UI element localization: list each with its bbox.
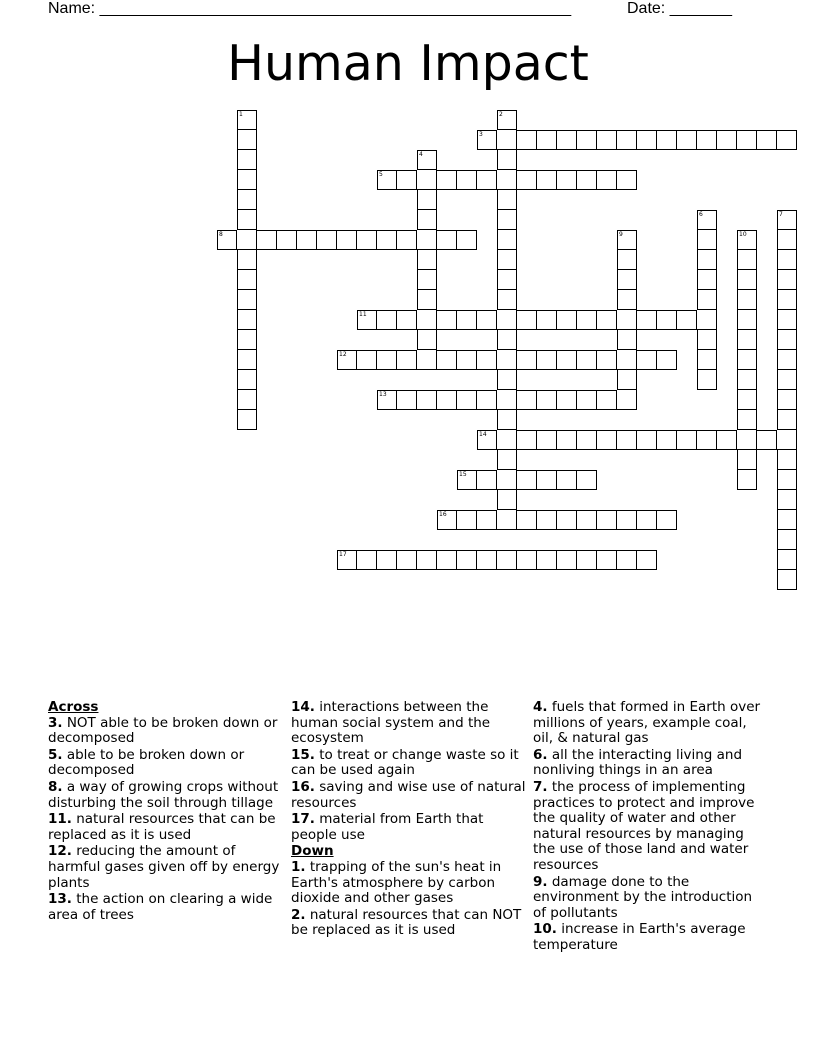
grid-cell[interactable] xyxy=(337,550,357,570)
grid-cell[interactable] xyxy=(477,130,497,150)
clue-number: 14 xyxy=(479,431,487,438)
grid-cell[interactable] xyxy=(557,310,577,330)
clue-down-2: 2. natural resources that can NOT be replaced as it is used xyxy=(291,906,522,939)
clues-column-2 xyxy=(291,700,527,940)
grid-cell[interactable] xyxy=(777,550,797,570)
grid-cell[interactable] xyxy=(357,350,377,370)
clue-across-16: 16. saving and wise use of natural resources xyxy=(291,778,526,811)
clue-number: 5 xyxy=(379,171,383,178)
grid-cell[interactable] xyxy=(617,170,637,190)
grid-cell[interactable] xyxy=(737,290,757,310)
grid-cell[interactable] xyxy=(437,230,457,250)
clue-across-3: 3. NOT able to be broken down or decomposed xyxy=(48,714,278,747)
grid-cell[interactable] xyxy=(377,230,397,250)
grid-cell[interactable] xyxy=(737,470,757,490)
grid-cell[interactable] xyxy=(397,350,417,370)
grid-cell[interactable] xyxy=(597,310,617,330)
clue-number: 16 xyxy=(439,511,447,518)
grid-cell[interactable] xyxy=(337,350,357,370)
grid-cell[interactable] xyxy=(617,550,637,570)
grid-cell[interactable] xyxy=(617,130,637,150)
grid-cell[interactable] xyxy=(397,170,417,190)
grid-cell[interactable] xyxy=(737,130,757,150)
grid-cell[interactable] xyxy=(617,230,637,250)
clue-down-4: 4. fuels that formed in Earth over millions of years, example coal, oil, & natural gas xyxy=(533,699,761,747)
grid-cell[interactable] xyxy=(577,350,597,370)
clue-across-13: 13. the action on clearing a wide area of trees xyxy=(48,891,273,923)
clue-number: 3 xyxy=(479,131,483,138)
grid-cell[interactable] xyxy=(377,390,397,410)
grid-cell[interactable] xyxy=(577,470,597,490)
clue-down-6: 6. all the interacting living and nonliving things in an area xyxy=(533,746,743,779)
grid-cell[interactable] xyxy=(777,570,797,590)
grid-cell[interactable] xyxy=(497,190,517,210)
grid-cell[interactable] xyxy=(477,550,497,570)
grid-cell[interactable] xyxy=(457,170,477,190)
grid-cell[interactable] xyxy=(537,550,557,570)
grid-cell[interactable] xyxy=(237,290,257,310)
grid-cell[interactable] xyxy=(357,230,377,250)
grid-cell[interactable] xyxy=(677,130,697,150)
grid-cell[interactable] xyxy=(737,430,757,450)
across-heading: Across xyxy=(48,699,99,715)
clue-number: 15 xyxy=(459,471,467,478)
grid-cell[interactable] xyxy=(777,230,797,250)
grid-cell[interactable] xyxy=(777,470,797,490)
clue-number: 7 xyxy=(779,211,783,218)
grid-cell[interactable] xyxy=(417,170,437,190)
grid-cell[interactable] xyxy=(497,510,517,530)
clue-number: 4 xyxy=(419,151,423,158)
grid-cell[interactable] xyxy=(737,250,757,270)
grid-cell[interactable] xyxy=(697,270,717,290)
grid-cell[interactable] xyxy=(497,470,517,490)
clue-number: 2 xyxy=(499,111,503,118)
grid-cell[interactable] xyxy=(397,310,417,330)
grid-cell[interactable] xyxy=(237,370,257,390)
grid-cell[interactable] xyxy=(457,310,477,330)
clue-across-12: 12. reducing the amount of harmful gases given off by energy plants xyxy=(48,843,280,891)
grid-cell[interactable] xyxy=(417,250,437,270)
grid-cell[interactable] xyxy=(777,490,797,510)
grid-cell[interactable] xyxy=(497,350,517,370)
clue-number: 13 xyxy=(379,391,387,398)
grid-cell[interactable] xyxy=(597,390,617,410)
grid-cell[interactable] xyxy=(737,270,757,290)
grid-cell[interactable] xyxy=(517,310,537,330)
grid-cell[interactable] xyxy=(697,430,717,450)
grid-cell[interactable] xyxy=(637,310,657,330)
grid-cell[interactable] xyxy=(777,370,797,390)
grid-cell[interactable] xyxy=(577,170,597,190)
grid-cell[interactable] xyxy=(417,190,437,210)
grid-cell[interactable] xyxy=(757,130,777,150)
grid-cell[interactable] xyxy=(617,430,637,450)
grid-cell[interactable] xyxy=(657,310,677,330)
grid-cell[interactable] xyxy=(537,130,557,150)
grid-cell[interactable] xyxy=(557,470,577,490)
grid-cell[interactable] xyxy=(697,370,717,390)
grid-cell[interactable] xyxy=(257,230,277,250)
clue-number: 11 xyxy=(359,311,367,318)
grid-cell[interactable] xyxy=(717,430,737,450)
grid-cell[interactable] xyxy=(237,230,257,250)
clue-down-9: 9. damage done to the environment by the introduction of pollutants xyxy=(533,873,753,921)
grid-cell[interactable] xyxy=(577,130,597,150)
grid-cell[interactable] xyxy=(637,350,657,370)
clue-down-1: 1. trapping of the sun's heat in Earth's atmosphere by carbon dioxide and other gases xyxy=(291,858,502,907)
grid-cell[interactable] xyxy=(637,130,657,150)
grid-cell[interactable] xyxy=(537,430,557,450)
grid-cell[interactable] xyxy=(417,290,437,310)
clue-down-10: 10. increase in Earth's average temperature xyxy=(533,921,746,953)
grid-cell[interactable] xyxy=(737,350,757,370)
grid-cell[interactable] xyxy=(437,310,457,330)
clue-across-17: 17. material from Earth that people use xyxy=(291,811,484,843)
grid-cell[interactable] xyxy=(737,230,757,250)
grid-cell[interactable] xyxy=(477,350,497,370)
grid-cell[interactable] xyxy=(217,230,237,250)
grid-cell[interactable] xyxy=(557,350,577,370)
grid-cell[interactable] xyxy=(497,310,517,330)
grid-cell[interactable] xyxy=(557,510,577,530)
grid-cell[interactable] xyxy=(377,350,397,370)
grid-cell[interactable] xyxy=(597,130,617,150)
grid-cell[interactable] xyxy=(657,350,677,370)
grid-cell[interactable] xyxy=(617,310,637,330)
grid-cell[interactable] xyxy=(237,390,257,410)
grid-cell[interactable] xyxy=(777,210,797,230)
grid-cell[interactable] xyxy=(497,410,517,430)
grid-cell[interactable] xyxy=(617,330,637,350)
name-field[interactable]: Name: _____________________________________________________ xyxy=(48,0,572,17)
grid-cell[interactable] xyxy=(517,550,537,570)
grid-cell[interactable] xyxy=(577,310,597,330)
grid-cell[interactable] xyxy=(617,390,637,410)
grid-cell[interactable] xyxy=(777,290,797,310)
grid-cell[interactable] xyxy=(697,250,717,270)
grid-cell[interactable] xyxy=(417,350,437,370)
grid-cell[interactable] xyxy=(737,450,757,470)
grid-cell[interactable] xyxy=(777,250,797,270)
clue-across-8: 8. a way of growing crops without disturbing the soil through tillage xyxy=(48,778,279,811)
grid-cell[interactable] xyxy=(697,310,717,330)
grid-cell[interactable] xyxy=(737,390,757,410)
grid-cell[interactable] xyxy=(237,210,257,230)
grid-cell[interactable] xyxy=(777,330,797,350)
grid-cell[interactable] xyxy=(577,550,597,570)
grid-cell[interactable] xyxy=(517,430,537,450)
grid-cell[interactable] xyxy=(697,210,717,230)
grid-cell[interactable] xyxy=(777,510,797,530)
grid-cell[interactable] xyxy=(617,290,637,310)
grid-cell[interactable] xyxy=(417,310,437,330)
clue-across-15: 15. to treat or change waste so it can be used again xyxy=(291,746,519,779)
clues-column-3 xyxy=(533,700,769,955)
grid-cell[interactable] xyxy=(617,250,637,270)
grid-cell[interactable] xyxy=(417,550,437,570)
grid-cell[interactable] xyxy=(237,330,257,350)
grid-cell[interactable] xyxy=(457,550,477,570)
grid-cell[interactable] xyxy=(497,150,517,170)
grid-cell[interactable] xyxy=(577,510,597,530)
grid-cell[interactable] xyxy=(237,110,257,130)
grid-cell[interactable] xyxy=(537,470,557,490)
grid-cell[interactable] xyxy=(457,230,477,250)
page-title: Human Impact xyxy=(227,35,589,92)
grid-cell[interactable] xyxy=(777,310,797,330)
grid-cell[interactable] xyxy=(637,550,657,570)
grid-cell[interactable] xyxy=(237,410,257,430)
grid-cell[interactable] xyxy=(657,130,677,150)
grid-cell[interactable] xyxy=(737,370,757,390)
grid-cell[interactable] xyxy=(597,550,617,570)
date-field[interactable]: Date: _______ xyxy=(627,0,732,17)
grid-cell[interactable] xyxy=(577,430,597,450)
grid-cell[interactable] xyxy=(497,230,517,250)
grid-cell[interactable] xyxy=(777,450,797,470)
grid-cell[interactable] xyxy=(477,510,497,530)
grid-cell[interactable] xyxy=(777,430,797,450)
grid-cell[interactable] xyxy=(657,510,677,530)
grid-cell[interactable] xyxy=(437,550,457,570)
grid-cell[interactable] xyxy=(497,290,517,310)
grid-cell[interactable] xyxy=(417,270,437,290)
grid-cell[interactable] xyxy=(457,510,477,530)
grid-cell[interactable] xyxy=(417,390,437,410)
grid-cell[interactable] xyxy=(537,350,557,370)
grid-cell[interactable] xyxy=(497,270,517,290)
grid-cell[interactable] xyxy=(237,190,257,210)
grid-cell[interactable] xyxy=(517,130,537,150)
grid-cell[interactable] xyxy=(737,310,757,330)
grid-cell[interactable] xyxy=(537,510,557,530)
grid-cell[interactable] xyxy=(497,450,517,470)
grid-cell[interactable] xyxy=(497,130,517,150)
clue-number: 12 xyxy=(339,351,347,358)
grid-cell[interactable] xyxy=(517,170,537,190)
grid-cell[interactable] xyxy=(597,350,617,370)
grid-cell[interactable] xyxy=(757,430,777,450)
grid-cell[interactable] xyxy=(777,530,797,550)
grid-cell[interactable] xyxy=(477,470,497,490)
grid-cell[interactable] xyxy=(477,170,497,190)
grid-cell[interactable] xyxy=(777,130,797,150)
clue-across-14: 14. interactions between the human social system and the ecosystem xyxy=(291,699,491,747)
grid-cell[interactable] xyxy=(597,510,617,530)
clue-number: 8 xyxy=(219,231,223,238)
grid-cell[interactable] xyxy=(497,210,517,230)
grid-cell[interactable] xyxy=(477,390,497,410)
grid-cell[interactable] xyxy=(777,270,797,290)
clue-number: 17 xyxy=(339,551,347,558)
clue-number: 1 xyxy=(239,111,243,118)
grid-cell[interactable] xyxy=(297,230,317,250)
grid-cell[interactable] xyxy=(237,310,257,330)
grid-cell[interactable] xyxy=(617,270,637,290)
grid-cell[interactable] xyxy=(717,130,737,150)
grid-cell[interactable] xyxy=(697,130,717,150)
grid-cell[interactable] xyxy=(277,230,297,250)
grid-cell[interactable] xyxy=(697,230,717,250)
grid-cell[interactable] xyxy=(737,410,757,430)
grid-cell[interactable] xyxy=(497,250,517,270)
grid-cell[interactable] xyxy=(377,170,397,190)
grid-cell[interactable] xyxy=(237,350,257,370)
clue-number: 9 xyxy=(619,231,623,238)
grid-cell[interactable] xyxy=(697,350,717,370)
grid-cell[interactable] xyxy=(677,310,697,330)
grid-cell[interactable] xyxy=(417,330,437,350)
grid-cell[interactable] xyxy=(537,310,557,330)
grid-cell[interactable] xyxy=(457,350,477,370)
clue-number: 6 xyxy=(699,211,703,218)
grid-cell[interactable] xyxy=(377,550,397,570)
grid-cell[interactable] xyxy=(237,130,257,150)
grid-cell[interactable] xyxy=(617,370,637,390)
clue-down-7: 7. the process of implementing practices to protect and improve the quality of water and other natural resources by managing the use of those land and water resources xyxy=(533,778,755,873)
grid-cell[interactable] xyxy=(557,390,577,410)
grid-cell[interactable] xyxy=(557,550,577,570)
grid-cell[interactable] xyxy=(237,270,257,290)
grid-cell[interactable] xyxy=(697,330,717,350)
grid-cell[interactable] xyxy=(517,390,537,410)
grid-cell[interactable] xyxy=(617,510,637,530)
grid-cell[interactable] xyxy=(737,330,757,350)
grid-cell[interactable] xyxy=(597,170,617,190)
grid-cell[interactable] xyxy=(237,170,257,190)
grid-cell[interactable] xyxy=(497,110,517,130)
grid-cell[interactable] xyxy=(697,290,717,310)
grid-cell[interactable] xyxy=(517,510,537,530)
grid-cell[interactable] xyxy=(557,170,577,190)
clue-number: 10 xyxy=(739,231,747,238)
grid-cell[interactable] xyxy=(457,470,477,490)
grid-cell[interactable] xyxy=(357,310,377,330)
grid-cell[interactable] xyxy=(497,330,517,350)
grid-cell[interactable] xyxy=(437,350,457,370)
grid-cell[interactable] xyxy=(557,430,577,450)
grid-cell[interactable] xyxy=(237,250,257,270)
grid-cell[interactable] xyxy=(437,170,457,190)
grid-cell[interactable] xyxy=(497,390,517,410)
grid-cell[interactable] xyxy=(417,210,437,230)
down-heading: Down xyxy=(291,843,334,860)
grid-cell[interactable] xyxy=(777,410,797,430)
grid-cell[interactable] xyxy=(577,390,597,410)
grid-cell[interactable] xyxy=(657,430,677,450)
grid-cell[interactable] xyxy=(237,150,257,170)
grid-cell[interactable] xyxy=(637,430,657,450)
grid-cell[interactable] xyxy=(377,310,397,330)
grid-cell[interactable] xyxy=(437,510,457,530)
grid-cell[interactable] xyxy=(497,490,517,510)
clue-across-5: 5. able to be broken down or decomposed xyxy=(48,746,245,779)
grid-cell[interactable] xyxy=(617,350,637,370)
grid-cell[interactable] xyxy=(477,310,497,330)
grid-cell[interactable] xyxy=(417,230,437,250)
clue-across-11: 11. natural resources that can be replaced as it is used xyxy=(48,811,276,843)
grid-cell[interactable] xyxy=(437,390,457,410)
grid-cell[interactable] xyxy=(597,430,617,450)
grid-cell[interactable] xyxy=(397,390,417,410)
grid-cell[interactable] xyxy=(357,550,377,570)
grid-cell[interactable] xyxy=(337,230,357,250)
grid-cell[interactable] xyxy=(417,150,437,170)
grid-cell[interactable] xyxy=(557,130,577,150)
grid-cell[interactable] xyxy=(677,430,697,450)
grid-cell[interactable] xyxy=(537,390,557,410)
grid-cell[interactable] xyxy=(397,550,417,570)
grid-cell[interactable] xyxy=(497,550,517,570)
grid-cell[interactable] xyxy=(517,470,537,490)
grid-cell[interactable] xyxy=(497,170,517,190)
grid-cell[interactable] xyxy=(497,370,517,390)
clues-column-1 xyxy=(48,700,284,924)
grid-cell[interactable] xyxy=(637,510,657,530)
grid-cell[interactable] xyxy=(537,170,557,190)
grid-cell[interactable] xyxy=(497,430,517,450)
grid-cell[interactable] xyxy=(777,390,797,410)
grid-cell[interactable] xyxy=(477,430,497,450)
grid-cell[interactable] xyxy=(517,350,537,370)
grid-cell[interactable] xyxy=(317,230,337,250)
grid-cell[interactable] xyxy=(777,350,797,370)
grid-cell[interactable] xyxy=(457,390,477,410)
grid-cell[interactable] xyxy=(397,230,417,250)
